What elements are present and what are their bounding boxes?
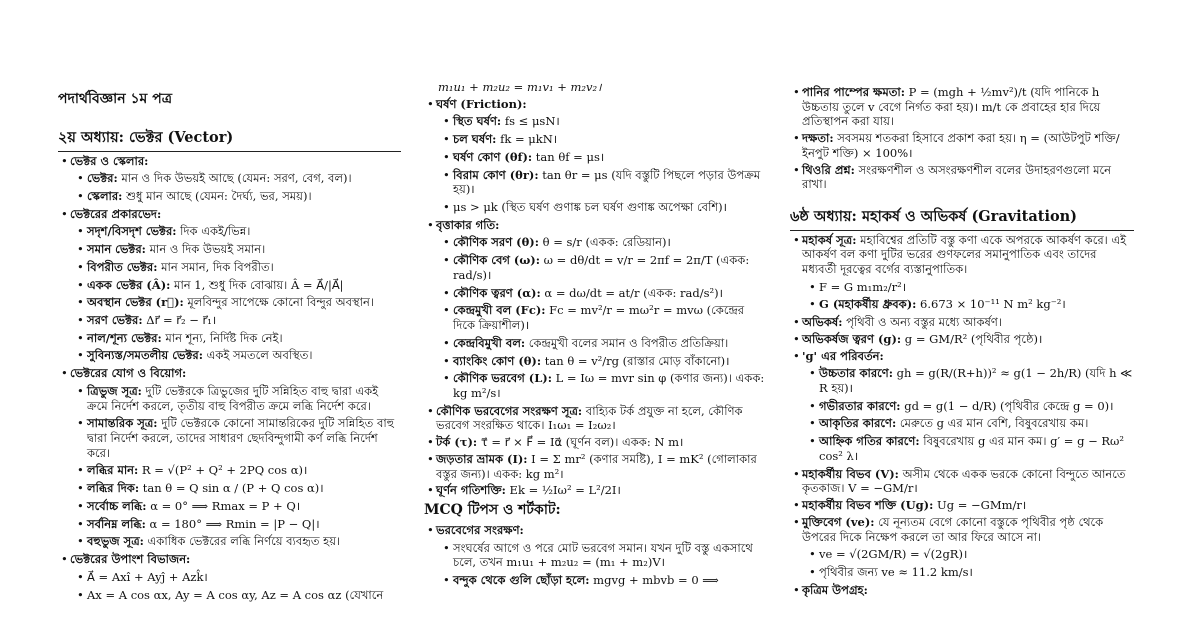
item-text: বাহ্যিক টর্ক প্রযুক্ত না হলে, কৌণিক ভরবেগ সংরক্ষিত থাকে। I₁ω₁ = I₂ω₂। — [436, 403, 743, 433]
item-term: সামান্তরিক সূত্র: — [87, 416, 158, 431]
item-term: সর্বোচ্চ লব্ধি: — [87, 498, 147, 513]
list-item — [424, 523, 768, 588]
mcq-list — [424, 523, 768, 588]
sub-list-item — [76, 242, 401, 257]
sub-list-item — [76, 295, 401, 310]
item-heading: 'g' এর পরিবর্তন: — [802, 348, 884, 363]
sub-list-item — [76, 499, 401, 514]
power-list — [790, 85, 1134, 192]
item-text: α = 0° ⟹ Rmax = P + Q। — [146, 498, 301, 513]
item-term: কেন্দ্রমুখী বল (Fc): — [453, 303, 546, 318]
sub-list-item — [808, 366, 1134, 395]
list-item — [424, 404, 768, 433]
item-term: কৃত্রিম উপগ্রহ: — [802, 582, 868, 597]
list-item — [790, 515, 1134, 580]
sub-list-item — [442, 114, 768, 129]
item-term: দক্ষতা: — [802, 131, 834, 146]
sub-list — [802, 366, 1134, 463]
sub-list-item — [442, 336, 768, 351]
item-term: ব্যাংকিং কোণ (θ): — [453, 353, 542, 368]
sub-list-item — [808, 399, 1134, 414]
item-term: নাল/শূন্য ভেক্টর: — [87, 330, 162, 345]
item-text: একই সমতলে অবস্থিত। — [202, 348, 313, 363]
item-term: চল ঘর্ষণ: — [453, 132, 497, 147]
item-term: কৌণিক ভরবেগ (L): — [453, 371, 552, 386]
item-term: কৌণিক সরণ (θ): — [453, 235, 539, 250]
item-text: A⃗ = Axî + Ayĵ + Azk̂। — [87, 569, 208, 584]
sub-list-item — [76, 481, 401, 496]
sub-list-item — [76, 171, 401, 186]
item-text: অসীম থেকে একক ভরকে কোনো বিন্দুতে আনতে কৃতকাজ। V = −GM/r। — [802, 466, 1126, 496]
sub-list — [70, 570, 401, 602]
item-term: টর্ক (τ): — [436, 435, 478, 450]
item-text: Fc = mv²/r = mω²r = mvω (কেন্দ্রের দিকে ক্রিয়াশীল)। — [453, 303, 745, 333]
sub-list-item — [442, 150, 768, 165]
list-item — [790, 163, 1134, 192]
item-text: সংরক্ষণশীল ও অসংরক্ষণশীল বলের উদাহরণগুলো মনে রাখা। — [802, 162, 1112, 192]
sub-list-item — [808, 434, 1134, 463]
sub-list-item — [808, 416, 1134, 431]
item-text: দিক একই/ভিন্ন। — [176, 224, 251, 239]
item-text: τ⃗ = r⃗ × F⃗ = Iα⃗ (ঘূর্ণন বল)। একক: N m। — [477, 435, 684, 450]
list-item — [790, 583, 1134, 598]
sub-list-item — [808, 565, 1134, 580]
item-text: fs ≤ μsN। — [501, 114, 560, 129]
item-text: gd = g(1 − d/R) (পৃথিবীর কেন্দ্রে g = 0)। — [900, 398, 1114, 413]
column-2 — [424, 80, 768, 591]
item-term: G (মহাকর্ষীয় ধ্রুবক): — [819, 297, 917, 312]
item-text: L = Iω = mvr sin φ (কণার জন্য)। একক: kg m²/s। — [453, 371, 765, 400]
item-term: সর্বনিম্ন লব্ধি: — [87, 516, 146, 531]
sub-list-item — [76, 331, 401, 346]
list-item — [58, 154, 401, 204]
sub-list-item — [76, 384, 401, 413]
vector-list — [58, 154, 401, 603]
item-term: ঘূর্ণন গতিশক্তি: — [436, 483, 506, 498]
item-term: লব্ধির মান: — [87, 463, 139, 478]
sub-list — [802, 280, 1134, 312]
list-item — [58, 207, 401, 363]
item-text: R = √(P² + Q² + 2PQ cos α)। — [138, 463, 308, 478]
item-text: mgvg + mbvb = 0 ⟹ — [589, 573, 719, 588]
sub-list — [70, 224, 401, 363]
item-heading: ভেক্টরের প্রকারভেদ: — [70, 206, 162, 221]
item-term: আকৃতির কারণে: — [819, 416, 897, 431]
mcq-title: MCQ টিপস ও শর্টকাট: — [424, 501, 561, 518]
sub-list-item — [76, 570, 401, 585]
item-text: tan θ = Q sin α / (P + Q cos α)। — [139, 481, 324, 496]
list-item — [58, 366, 401, 549]
item-term: সদৃশ/বিসদৃশ ভেক্টর: — [87, 224, 177, 239]
sub-list-item — [76, 588, 401, 603]
item-text: α = 180° ⟹ Rmin = |P − Q|। — [145, 516, 320, 531]
item-term: কৌণিক ভরবেগের সংরক্ষণ সূত্র: — [436, 403, 583, 418]
item-text: tan θf = μs। — [532, 149, 605, 164]
item-text: fk = μkN। — [496, 132, 558, 147]
paper-title: পদার্থবিজ্ঞান ১ম পত্র — [58, 91, 172, 107]
item-text: Δr⃗ = r⃗₂ − r⃗₁। — [142, 313, 217, 328]
sub-list-item — [76, 348, 401, 363]
list-item — [424, 435, 768, 450]
list-item — [424, 97, 768, 215]
column-1 — [58, 127, 401, 605]
item-text: 6.673 × 10⁻¹¹ N m² kg⁻²। — [916, 297, 1066, 312]
chapter-title-gravitation: ৬ষ্ঠ অধ্যায়: মহাকর্ষ ও অভিকর্ষ (Gravitation) — [790, 206, 1134, 231]
item-term: অভিকর্ষজ ত্বরণ (g): — [802, 331, 902, 346]
item-text: মান ও দিক উভয়ই সমান। — [145, 242, 266, 257]
item-text: সংঘর্ষের আগে ও পরে মোট ভরবেগ সমান। যখন দুটি বস্তু একসাথে চলে, তখন m₁u₁ + m₂u₂ = (m₁ + m₂)V। — [453, 540, 753, 570]
item-text: θ = s/r (একক: রেডিয়ান)। — [538, 235, 671, 250]
list-item — [424, 218, 768, 401]
sub-list-item — [442, 200, 768, 215]
item-text: I = Σ mr² (কণার সমষ্টি), I = mK² (গোলাকার বস্তুর জন্য)। একক: kg m²। — [436, 451, 757, 481]
item-text: মান সমান, দিক বিপরীত। — [157, 259, 274, 274]
item-text: মান ও দিক উভয়ই আছে (যেমন: সরণ, বেগ, বল)। — [117, 171, 352, 186]
item-text: সবসময় শতকরা হিসাবে প্রকাশ করা হয়। η = (আউটপুট শক্তি/ইনপুট শক্তি) × 100%। — [802, 131, 1120, 160]
item-text: P = (mgh + ½mv²)/t (যদি পানিকে h উচ্চতায় তুলে v বেগে নির্গত করা হয়)। m/t কে প্রবাহের হার দিয়ে প্রতিস্থাপন করা যায়। — [802, 85, 1101, 129]
item-text: যে নূন্যতম বেগে কোনো বস্তুকে পৃথিবীর পৃষ্ঠ থেকে উপরের দিকে নিক্ষেপ করলে তা আর ফিরে আসে না। — [802, 514, 1104, 544]
item-term: স্থিত ঘর্ষণ: — [453, 114, 502, 129]
list-item — [790, 315, 1134, 330]
item-text: Ug = −GMm/r। — [933, 498, 1027, 513]
sub-list-item — [76, 416, 401, 460]
item-text: tan θ = v²/rg (রাস্তার মোড় বাঁকানো)। — [541, 353, 730, 368]
item-term: পানির পাম্পের ক্ষমতা: — [802, 85, 905, 99]
item-term: বন্দুক থেকে গুলি ছোঁড়া হলে: — [453, 573, 590, 588]
item-term: অবস্থান ভেক্টর (r⃗): — [87, 295, 184, 310]
item-text: gh = g(R/(R+h))² ≈ g(1 − 2h/R) (যদি h ≪ R হয়)। — [819, 366, 1133, 396]
item-term: একক ভেক্টর (Â): — [87, 277, 171, 292]
item-text: শুধু মান আছে (যেমন: দৈর্ঘ্য, ভর, সময়)। — [122, 188, 312, 203]
sub-list-item — [442, 573, 768, 588]
item-text: দুটি ভেক্টরকে ত্রিভুজের দুটি সন্নিহিত বাহু দ্বারা একই ক্রমে নির্দেশ করলে, তৃতীয় বাহু বিপরীত ক্রমে লব্ধি নির্দেশ করে। — [87, 383, 379, 413]
item-term: আহ্নিক গতির কারণে: — [819, 434, 920, 449]
list-item — [790, 85, 1134, 129]
item-text: মেরুতে g এর মান বেশি, বিষুবরেখায় কম। — [896, 416, 1089, 431]
item-heading: বৃত্তাকার গতি: — [436, 217, 500, 232]
sub-list — [70, 384, 401, 549]
item-text: পৃথিবীর জন্য ve ≈ 11.2 km/s। — [819, 564, 973, 579]
item-text: ve = √(2GM/R) = √(2gR)। — [819, 547, 968, 562]
item-text: মান 1, শুধু দিক বোঝায়। Â = A⃗/|A⃗| — [170, 277, 344, 292]
sub-list-item — [808, 280, 1134, 295]
sub-list-item — [442, 132, 768, 147]
sub-list-item — [442, 168, 768, 197]
list-item — [790, 498, 1134, 513]
sub-list-item — [76, 189, 401, 204]
item-text: বিষুবরেখায় g এর মান কম। g′ = g − Rω² cos² λ। — [819, 434, 1125, 463]
sub-list-item — [442, 286, 768, 301]
item-term: মুক্তিবেগ (ve): — [802, 514, 875, 529]
item-term: ত্রিভুজ সূত্র: — [87, 383, 142, 398]
item-term: কৌণিক ত্বরণ (α): — [453, 285, 541, 300]
item-term: মহাকর্ষীয় বিভব শক্তি (Ug): — [802, 498, 934, 513]
sub-list-item — [442, 253, 768, 282]
item-term: ভেক্টর: — [87, 171, 118, 186]
item-term: বিপরীত ভেক্টর: — [87, 259, 158, 274]
item-term: লব্ধির দিক: — [87, 481, 140, 496]
sub-list-item — [76, 534, 401, 549]
item-term: স্কেলার: — [87, 188, 123, 203]
sub-list-item — [76, 278, 401, 293]
item-term: সুবিন্যস্ত/সমতলীয় ভেক্টর: — [87, 348, 203, 363]
momentum-equation: m₁u₁ + m₂u₂ = m₁v₁ + m₂v₂। — [438, 80, 602, 94]
item-term: থিওরি প্রশ্ন: — [802, 162, 855, 177]
item-text: g = GM/R² (পৃথিবীর পৃষ্ঠে)। — [901, 331, 1043, 346]
sub-list-item — [76, 517, 401, 532]
chapter-title-vector: ২য় অধ্যায়: ভেক্টর (Vector) — [58, 127, 401, 152]
mechanics-list — [424, 97, 768, 498]
list-item — [790, 332, 1134, 347]
item-term: ঘর্ষণ কোণ (θf): — [453, 149, 533, 164]
item-term: মহাকর্ষ সূত্র: — [802, 232, 857, 247]
item-term: বহুভুজ সূত্র: — [87, 534, 144, 549]
item-heading: ঘর্ষণ (Friction): — [436, 96, 527, 111]
item-text: α = dω/dt = at/r (একক: rad/s²)। — [540, 285, 723, 300]
sub-list-item — [442, 354, 768, 369]
list-item — [790, 349, 1134, 464]
item-heading: ভেক্টরের যোগ ও বিয়োগ: — [70, 366, 187, 381]
list-item — [790, 467, 1134, 496]
list-item — [58, 552, 401, 602]
item-term: জড়তার ভ্রামক (I): — [436, 451, 528, 466]
item-text: দুটি ভেক্টরকে কোনো সামান্তরিকের দুটি সন্নিহিত বাহু দ্বারা নির্দেশ করলে, তাদের সাধারণ ছেদবিন্দুগামী কর্ণ লব্ধি নির্দেশ করে। — [87, 416, 395, 460]
sub-list — [436, 541, 768, 588]
item-text: Ek = ½Iω² = L²/2I। — [505, 483, 621, 498]
item-term: কেন্দ্রবিমুখী বল: — [453, 335, 526, 350]
item-term: বিরাম কোণ (θr): — [453, 167, 539, 182]
item-heading: ভেক্টরের উপাংশ বিভাজন: — [70, 552, 191, 567]
item-text: একাধিক ভেক্টরের লব্ধি নির্ণয়ে ব্যবহৃত হয়। — [143, 534, 341, 549]
sub-list-item — [76, 313, 401, 328]
sub-list — [70, 171, 401, 203]
list-item — [424, 483, 768, 498]
sub-list — [802, 547, 1134, 579]
sub-list-item — [76, 224, 401, 239]
sub-list-item — [442, 235, 768, 250]
sub-list-item — [808, 547, 1134, 562]
item-text: মান শূন্য, নির্দিষ্ট দিক নেই। — [161, 330, 283, 345]
item-term: সরণ ভেক্টর: — [87, 313, 143, 328]
item-text: μs > μk (স্থিত ঘর্ষণ গুণাঙ্ক চল ঘর্ষণ গুণাঙ্ক অপেক্ষা বেশি)। — [453, 200, 728, 215]
item-term: গভীরতার কারণে: — [819, 398, 901, 413]
list-item — [424, 452, 768, 481]
item-text: tan θr = μs (যদি বস্তুটি পিছলে পড়ার উপক্রম হয়)। — [453, 167, 761, 197]
item-term: মহাকর্ষীয় বিভব (V): — [802, 466, 899, 481]
item-text: Ax = A cos αx, Ay = A cos αy, Az = A cos αz (যেখানে — [87, 587, 384, 602]
gravitation-list — [790, 233, 1134, 598]
item-term: অভিকর্ষ: — [802, 315, 843, 330]
item-term: সমান ভেক্টর: — [87, 242, 146, 257]
item-heading: ভেক্টর ও স্কেলার: — [70, 153, 149, 168]
item-text: মূলবিন্দুর সাপেক্ষে কোনো বিন্দুর অবস্থান। — [183, 295, 374, 310]
list-item — [790, 233, 1134, 313]
item-term: কৌণিক বেগ (ω): — [453, 253, 540, 268]
item-text: মহাবিশ্বের প্রতিটি বস্তু কণা একে অপরকে আকর্ষণ করে। এই আকর্ষণ বল কণা দুটির ভরের গুণফলের সমানুপাতিক এবং তাদের মধ্যবর্তী দূরত্বের বর্গের ব্যস্তানুপাতিক। — [802, 232, 1127, 277]
sub-list-item — [442, 541, 768, 570]
item-text: F = G m₁m₂/r²। — [819, 279, 907, 294]
sub-list-item — [442, 371, 768, 400]
list-item — [790, 131, 1134, 160]
column-3 — [790, 83, 1134, 599]
item-text: ω = dθ/dt = v/r = 2πf = 2π/T (একক: rad/s)। — [453, 253, 750, 282]
sub-list — [436, 235, 768, 400]
sub-list-item — [442, 303, 768, 332]
item-text: কেন্দ্রমুখী বলের সমান ও বিপরীত প্রতিক্রিয়া। — [525, 335, 729, 350]
sub-list-item — [76, 260, 401, 275]
item-term: উচ্চতার কারণে: — [819, 366, 894, 381]
sub-list-item — [808, 297, 1134, 312]
sub-list — [436, 114, 768, 214]
item-text: পৃথিবী ও অন্য বস্তুর মধ্যে আকর্ষণ। — [842, 315, 1002, 330]
sub-list-item — [76, 463, 401, 478]
item-heading: ভরবেগের সংরক্ষণ: — [436, 522, 524, 537]
